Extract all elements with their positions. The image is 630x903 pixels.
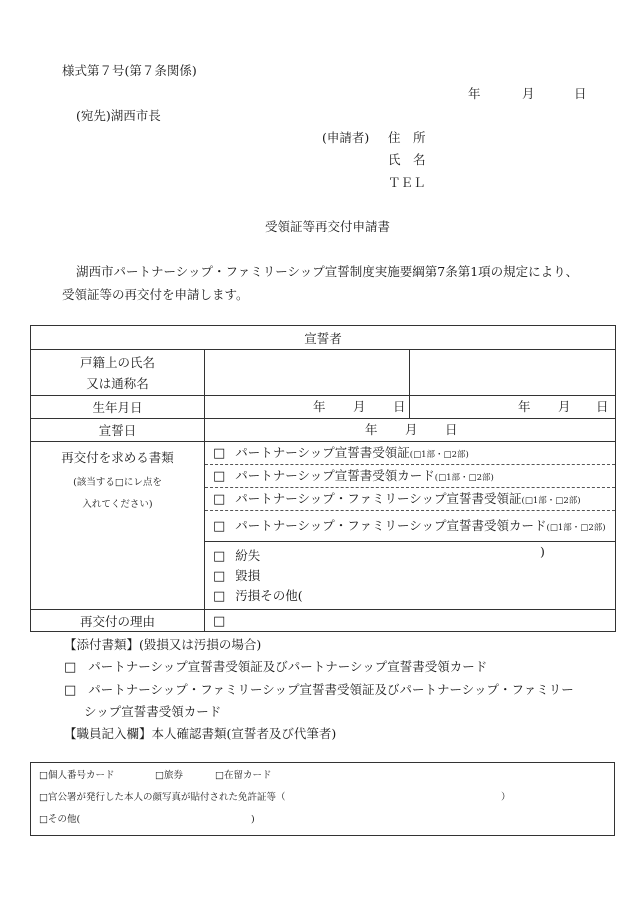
- doc-option-4[interactable]: [205, 511, 615, 542]
- id-mynumber[interactable]: □個人番号カード: [39, 770, 115, 781]
- doc-option-1[interactable]: [205, 442, 615, 465]
- loss-option-3-text: 汚損その他(: [235, 588, 303, 603]
- birth2-year: 年: [518, 399, 531, 414]
- id-other[interactable]: □その他(: [39, 814, 81, 825]
- loss-option-1-text: 紛失: [235, 548, 261, 563]
- name-label-cell: [31, 350, 205, 396]
- doc-option-4-suffix: (□1部・□2部): [546, 523, 606, 533]
- doc-option-1-text: パートナーシップ宣誓書受領証: [235, 445, 410, 460]
- staff-title: 【職員記入欄】本人確認書類(宣誓者及び代筆者): [64, 726, 337, 741]
- reason-field[interactable]: [205, 610, 616, 632]
- addressee: (宛先)湖西市長: [76, 108, 161, 123]
- attachment-checkbox-2[interactable]: □: [64, 683, 77, 698]
- loss-reasons: [205, 542, 615, 606]
- birth2-month: 月: [558, 399, 571, 414]
- reason-checkbox[interactable]: □: [213, 613, 226, 629]
- birth-label: 生年月日: [92, 400, 143, 415]
- name-field-2[interactable]: [410, 350, 616, 396]
- loss-checkbox-1[interactable]: □: [213, 549, 226, 564]
- loss-checkbox-3[interactable]: □: [213, 589, 226, 604]
- oath-month: 月: [405, 422, 418, 437]
- applicant-tel-label: ＴＥＬ: [388, 175, 426, 190]
- name-field-1[interactable]: [205, 350, 410, 396]
- doc-option-3-suffix: (□1部・□2部): [521, 496, 581, 506]
- oath-table: [30, 325, 616, 632]
- docs-options-cell: [205, 442, 616, 610]
- doc-option-1-suffix: (□1部・□2部): [409, 450, 469, 460]
- doc-option-3[interactable]: [205, 488, 615, 511]
- id-other-close: ): [251, 814, 255, 825]
- name-label-2: 又は通称名: [86, 375, 149, 391]
- oath-date-label: 宣誓日: [98, 423, 137, 438]
- attachment-item-1: [64, 661, 487, 674]
- name-label-1: 戸籍上の氏名: [79, 354, 155, 370]
- date-year-label: 年: [468, 86, 481, 101]
- attachment-checkbox-1[interactable]: □: [64, 660, 77, 675]
- date-month-label: 月: [522, 86, 535, 101]
- docs-note-2: 入れてください): [82, 499, 153, 510]
- doc-checkbox-4[interactable]: □: [213, 519, 226, 534]
- doc-option-2-text: パートナーシップ宣誓書受領カード: [235, 468, 435, 483]
- doc-checkbox-2[interactable]: □: [213, 469, 226, 484]
- loss-option-2-text: 毀損: [235, 568, 261, 583]
- id-residence[interactable]: □在留カード: [215, 770, 272, 781]
- loss-close-paren: ): [540, 544, 545, 559]
- doc-option-3-text: パートナーシップ・ファミリーシップ宣誓書受領証: [235, 491, 522, 506]
- loss-option-damaged[interactable]: [205, 566, 615, 586]
- oath-day: 日: [445, 422, 458, 437]
- docs-label: 再交付を求める書類: [61, 450, 174, 465]
- doc-option-2[interactable]: [205, 465, 615, 488]
- birth1-year: 年: [313, 399, 326, 414]
- table-header-cell: [31, 326, 616, 350]
- oath-date-field[interactable]: [205, 419, 616, 442]
- loss-option-lost[interactable]: [205, 546, 615, 566]
- applicant-address-label: 住 所: [388, 130, 426, 145]
- doc-checkbox-3[interactable]: □: [213, 492, 226, 507]
- birth1-month: 月: [353, 399, 366, 414]
- birth-field-1[interactable]: [205, 396, 410, 419]
- doc-option-4-text: パートナーシップ・ファミリーシップ宣誓書受領カード: [235, 518, 547, 533]
- intro-line-2: 受領証等の再交付を申請します。: [62, 287, 249, 302]
- birth-label-cell: [31, 396, 205, 419]
- oath-date-label-cell: [31, 419, 205, 442]
- attachment-item-1-text: パートナーシップ宣誓書受領証及びパートナーシップ宣誓書受領カード: [88, 659, 488, 674]
- reason-label: 再交付の理由: [79, 613, 155, 629]
- oath-year: 年: [365, 422, 378, 437]
- birth2-day: 日: [596, 399, 609, 414]
- birth1-day: 日: [393, 399, 406, 414]
- docs-note-1: (該当する□にレ点を: [73, 477, 162, 488]
- intro-line-1: 湖西市パートナーシップ・ファミリーシップ宣誓制度実施要綱第7条第1項の規定により、: [76, 264, 579, 279]
- loss-checkbox-2[interactable]: □: [213, 569, 226, 584]
- attachment-item-2-text: パートナーシップ・ファミリーシップ宣誓書受領証及びパートナーシップ・ファミリー: [88, 682, 574, 697]
- document-title: 受領証等再交付申請書: [265, 219, 391, 234]
- docs-label-cell: [31, 442, 205, 610]
- birth-field-2[interactable]: [410, 396, 616, 419]
- form-number: 様式第７号(第７条関係): [62, 63, 197, 78]
- applicant-name-label: 氏 名: [388, 152, 426, 167]
- attachments-title: 【添付書類】(毀損又は汚損の場合): [64, 637, 262, 652]
- id-license-close: ）: [501, 792, 511, 803]
- attachment-item-2: [64, 684, 574, 697]
- applicant-label: (申請者): [322, 130, 370, 145]
- attachment-item-2-cont: シップ宣誓書受領カード: [84, 704, 222, 719]
- doc-checkbox-1[interactable]: □: [213, 446, 226, 461]
- date-day-label: 日: [574, 86, 587, 101]
- id-passport[interactable]: □旅券: [155, 770, 183, 781]
- staff-box: [30, 762, 615, 836]
- id-license[interactable]: □官公署が発行した本人の顔写真が貼付された免許証等（: [39, 792, 286, 803]
- reason-label-cell: [31, 610, 205, 632]
- doc-option-2-suffix: (□1部・□2部): [434, 473, 494, 483]
- table-header: 宣誓者: [304, 330, 342, 346]
